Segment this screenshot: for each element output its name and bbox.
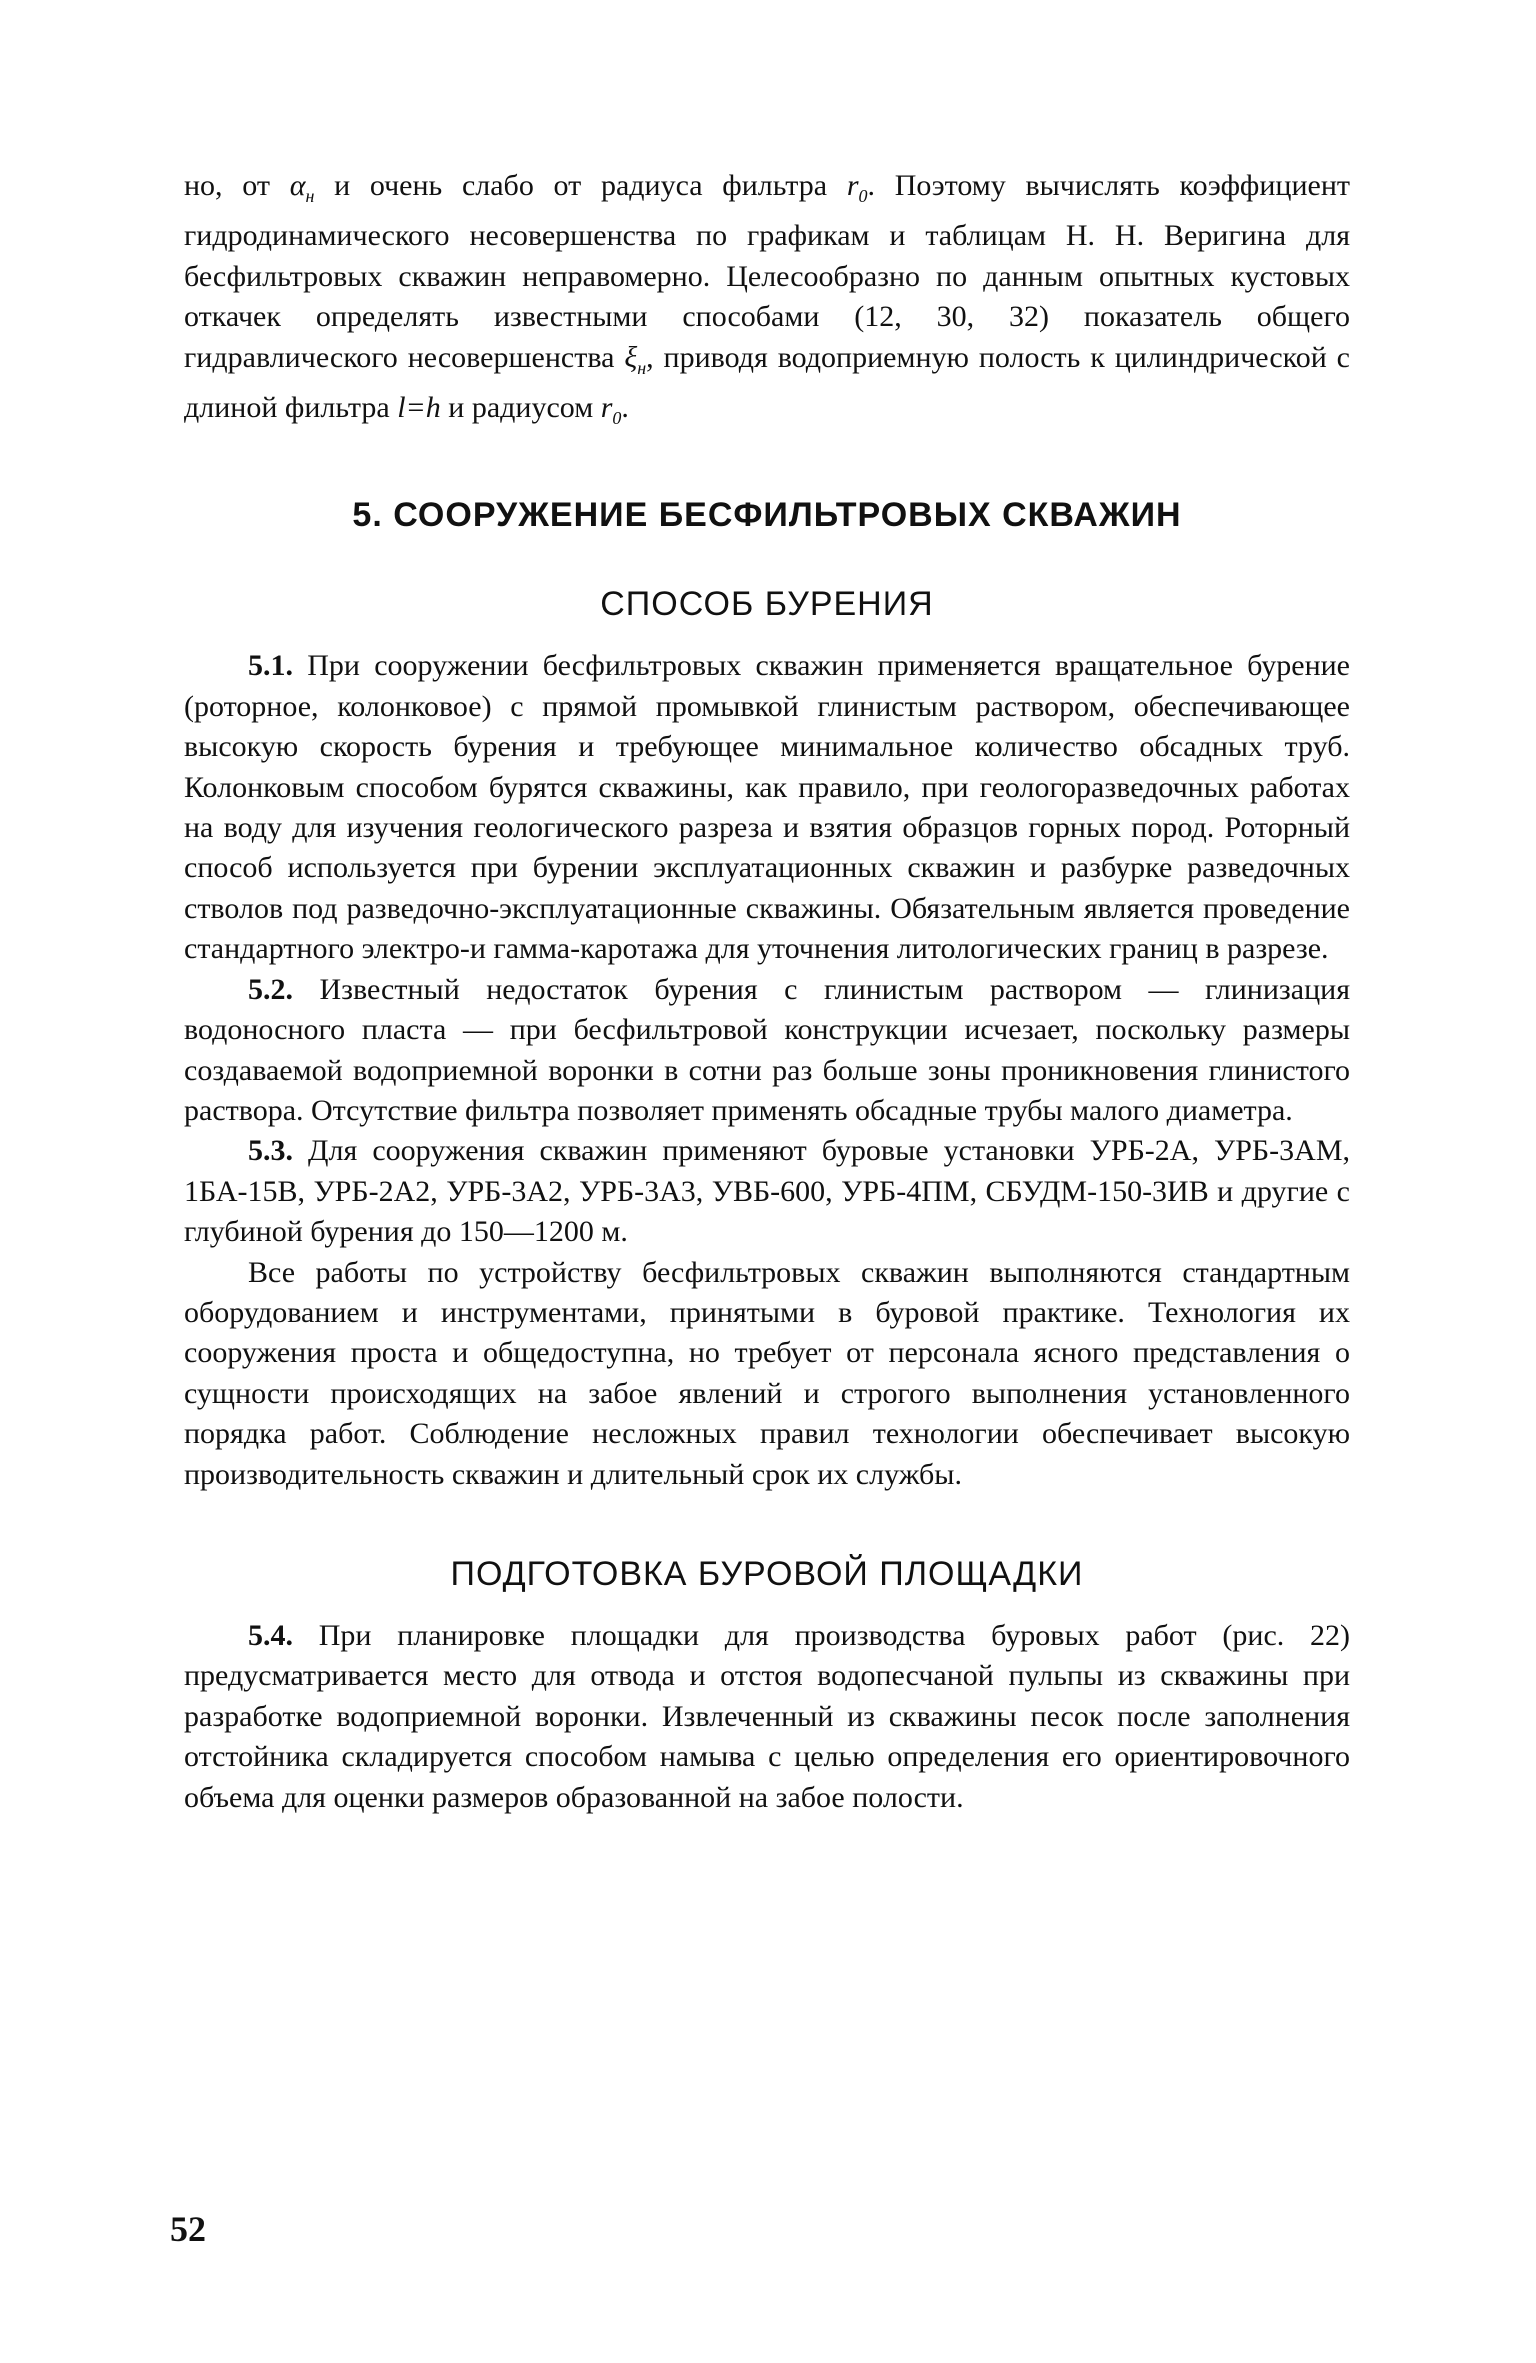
r0-subscript-b: 0 [612, 408, 622, 429]
intro-text-3: . Поэтому вычислять коэффициент гидродинамического несовершенства по графикам и таблицам Н. Н. Веригина для бесфильтровых скважин неправомерно. Целесообразно по данным опытных кустовых откачек определять известными способами (12, 30, 32) показатель общего гидравлического несовершенства [184, 169, 1350, 374]
r0-subscript-a: 0 [858, 186, 868, 206]
paragraph-5-3 [184, 1131, 1350, 1252]
page-body [184, 166, 1350, 1818]
alpha-symbol [289, 169, 315, 206]
paragraph-5-4 [184, 1616, 1350, 1818]
r0-letter-a: r [846, 169, 859, 202]
paragraph-text-5-2: Известный недостаток бурения с глинистым раствором — глинизация водоносного пласта — при бесфильтровой конструкции исчезает, поскольку размеры создаваемой водоприемной воронки в сотни раз больше зоны проникновения глинистого раствора. Отсутствие фильтра позволяет применять обсадные трубы малого диаметра. [184, 972, 1350, 1127]
xi-symbol [624, 340, 647, 378]
r0-symbol-b [600, 391, 622, 429]
alpha-letter: α [289, 169, 306, 202]
paragraph-5-1 [184, 646, 1350, 969]
xi-subscript: н [637, 357, 647, 378]
intro-text-5: и радиусом [440, 391, 601, 425]
alpha-subscript: н [305, 186, 315, 206]
paragraph-text-5-1: При сооружении бесфильтровых скважин применяется вращательное бурение (роторное, колонковое) с прямой промывкой глинистым раствором, обеспечивающее высокую скорость бурения и требующее минимальное количество обсадных труб. Колонковым способом бурятся скважины, как правило, при геологоразведочных работах на воду для изучения геологического разреза и взятия образцов горных пород. Роторный способ используется при бурении эксплуатационных скважин и разбурке разведочных стволов под разведочно-эксплуатационные скважины. Обязательным является проведение стандартного электро-и гамма-каротажа для уточнения литологических границ в разрезе. [184, 649, 1350, 966]
intro-text-2: и очень слабо от радиуса фильтра [314, 169, 847, 202]
intro-paragraph [184, 166, 1350, 438]
paragraph-number-5-2: 5.2. [248, 972, 293, 1006]
intro-text-4: , приводя водоприемную полость к цилиндрической с длиной фильтра [184, 340, 1350, 425]
page-number: 52 [170, 2209, 206, 2249]
section-title-site-preparation: ПОДГОТОВКА БУРОВОЙ ПЛОЩАДКИ [450, 1554, 1084, 1593]
section-title-drilling-method: СПОСОБ БУРЕНИЯ [600, 585, 934, 624]
paragraph-5-2 [184, 970, 1350, 1132]
paragraph-text-5-4: При планировке площадки для производства буровых работ (рис. 22) предусматривается место для отвода и отстоя водопесчаной пульпы из скважины при разработке водоприемной воронки. Извлеченный из скважины песок после заполнения отстойника складируется способом намыва с целью определения его ориентировочного объема для оценки размеров образованной на забое полости. [184, 1618, 1350, 1814]
paragraph-number-5-4: 5.4. [248, 1618, 293, 1652]
paragraph-number-5-1: 5.1. [248, 649, 293, 683]
intro-text-6: . [621, 391, 629, 425]
filter-length-formula: l=h [397, 391, 441, 425]
r0-letter-b: r [600, 391, 613, 425]
paragraph-number-5-3: 5.3. [248, 1134, 293, 1168]
xi-letter: ξ [624, 340, 638, 374]
paragraph-text-5-3: Для сооружения скважин применяют буровые установки УРБ-2А, УРБ-3АМ, 1БА-15В, УРБ-2А2, УРБ-3А2, УРБ-3А3, УВБ-600, УРБ-4ПМ, СБУДМ-150-3ИВ и другие с глубиной бурения до 150—1200 м. [184, 1134, 1350, 1249]
r0-symbol-a [846, 169, 868, 206]
intro-text-1: но, от [184, 169, 290, 202]
paragraph-all-works: Все работы по устройству бесфильтровых скважин выполняются стандартным оборудованием и инструментами, принятыми в буровой практике. Технология их сооружения проста и общедоступна, но требует от персонала ясного представления о сущности происходящих на забое явлений и строгого выполнения установленного порядка работ. Соблюдение несложных правил технологии обеспечивает высокую производительность скважин и длительный срок их службы. [184, 1255, 1350, 1491]
chapter-title: 5. СООРУЖЕНИЕ БЕСФИЛЬТРОВЫХ СКВАЖИН [352, 496, 1182, 535]
